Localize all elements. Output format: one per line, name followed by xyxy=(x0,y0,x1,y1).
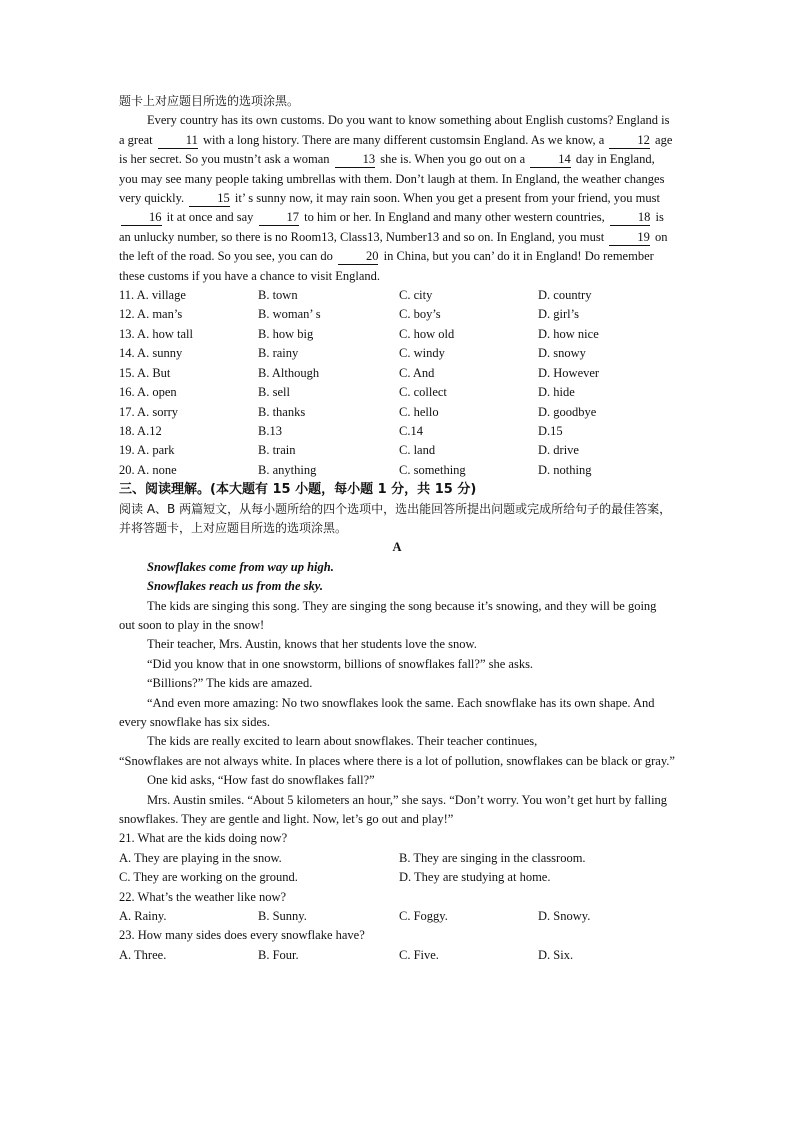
cloze-text: in China, but you can’ do it in England! Do remember these customs if you have a chance to visit England. xyxy=(119,249,654,283)
option: C. Five. xyxy=(399,947,439,962)
cloze-text: it’ s sunny now, it may rain soon. When you get a present from your friend, you must xyxy=(231,191,660,206)
passage-paragraph: “Billions?” The kids are amazed. xyxy=(147,676,313,691)
option: 17. A. sorry xyxy=(119,404,179,419)
cloze-text: to him or her. In England and many other western countries, xyxy=(301,210,608,225)
question-23-options xyxy=(119,946,675,965)
cloze-text: Every country has its own customs. Do you want to know something about English customs? England is a great xyxy=(119,113,670,147)
option: C. something xyxy=(399,462,466,477)
option: D. snowy xyxy=(538,346,586,361)
poem-line: Snowflakes come from way up high. xyxy=(147,559,334,574)
cloze-text: on the left of the road. So you see, you can do xyxy=(119,229,668,264)
question-22-options xyxy=(119,907,675,926)
passage-paragraph: One kid asks, “How fast do snowflakes fall?” xyxy=(147,773,375,788)
top-line: 题卡上对应题目所选的选项涂黑。 xyxy=(119,94,300,108)
blank-11: 11 xyxy=(158,133,198,149)
option-row-17 xyxy=(119,403,675,422)
option: D. goodbye xyxy=(538,404,597,419)
option: A. Three. xyxy=(119,947,167,962)
option: 13. A. how tall xyxy=(119,326,193,341)
option: B. Sunny. xyxy=(258,909,307,924)
option: C. land xyxy=(399,443,436,458)
section-instructions: 阅读 A、B 两篇短文，从每小题所给的四个选项中，选出能回答所提出问题或完成所给句子的最佳答案，并将答题卡，上对应题目所选的选项涂黑。 xyxy=(119,501,672,535)
option: C. They are working on the ground. xyxy=(119,870,298,885)
option: C.14 xyxy=(399,423,423,438)
option: A. They are playing in the snow. xyxy=(119,850,282,865)
passage-paragraph: “And even more amazing: No two snowflakes look the same. Each snowflake has its own shape. And every snowflake has six sides. xyxy=(119,695,655,729)
question-23: 23. How many sides does every snowflake have? xyxy=(119,928,365,943)
option: D. hide xyxy=(538,385,575,400)
option: C. city xyxy=(399,288,433,303)
option: B. woman’ s xyxy=(258,307,321,322)
question-21-options xyxy=(119,849,675,888)
cloze-text: it at once and say xyxy=(163,210,257,225)
option: B. They are singing in the classroom. xyxy=(399,850,586,865)
option-row-14 xyxy=(119,344,675,363)
option: D. nothing xyxy=(538,462,592,477)
option: D.15 xyxy=(538,423,563,438)
blank-12: 12 xyxy=(609,133,650,149)
option-row-18 xyxy=(119,422,675,441)
option-row-16 xyxy=(119,383,675,402)
poem-line: Snowflakes reach us from the sky. xyxy=(147,579,323,594)
passage-paragraph: The kids are really excited to learn about snowflakes. Their teacher continues, xyxy=(147,734,538,749)
passage-title: A xyxy=(392,540,402,555)
blank-13: 13 xyxy=(335,152,376,168)
option: B. Four. xyxy=(258,947,299,962)
question-22: 22. What’s the weather like now? xyxy=(119,889,287,904)
passage-paragraph: “Did you know that in one snowstorm, billions of snowflakes fall?” she asks. xyxy=(147,656,534,671)
cloze-text: she is. When you go out on a xyxy=(377,152,529,167)
option: D. girl’s xyxy=(538,307,579,322)
passage-paragraph: Mrs. Austin smiles. “About 5 kilometers an hour,” she says. “Don’t worry. You won’t get hurt by falling snowflakes. They are gentle and light. Now, let’s go out and play!” xyxy=(119,792,668,827)
passage-paragraph: “Snowflakes are not always white. In places where there is a lot of pollution, snowflakes can be black or gray.” xyxy=(119,753,675,768)
option: D. They are studying at home. xyxy=(399,870,551,885)
option: B. town xyxy=(258,288,298,303)
option: D. Six. xyxy=(538,947,574,962)
option: D. how nice xyxy=(538,326,599,341)
option: D. drive xyxy=(538,443,579,458)
blank-16: 16 xyxy=(121,210,162,226)
cloze-text: is an unlucky number, so there is no Room13, Class13, Number13 and so on. In England, you must xyxy=(119,210,664,244)
option: B. anything xyxy=(258,462,317,477)
option: C. how old xyxy=(399,326,455,341)
option: C. And xyxy=(399,365,435,380)
cloze-options xyxy=(119,286,675,480)
option: B. sell xyxy=(258,385,290,400)
option-row-13 xyxy=(119,325,675,344)
option: 11. A. village xyxy=(119,288,186,303)
option-row-20 xyxy=(119,461,675,480)
option: C. Foggy. xyxy=(399,909,448,924)
section-heading: 三、阅读理解。(本大题有 15 小题，每小题 1 分，共 15 分) xyxy=(119,482,477,498)
question-21: 21. What are the kids doing now? xyxy=(119,831,288,846)
cloze-text: day in England, you may see many people taking umbrellas with them. Don’t laugh at them. In England, the weather changes very quickly. xyxy=(119,152,665,206)
option: C. windy xyxy=(399,346,445,361)
option: A. Rainy. xyxy=(119,909,167,924)
option: D. However xyxy=(538,365,600,380)
exam-page xyxy=(119,92,675,965)
passage-paragraph: The kids are singing this song. They are singing the song because it’s snowing, and they will be going out soon to play in the snow! xyxy=(119,598,657,632)
cloze-text: age is her secret. So you mustn’t ask a woman xyxy=(119,132,673,167)
blank-17: 17 xyxy=(259,210,300,226)
option-row-12 xyxy=(119,305,675,324)
option: 12. A. man’s xyxy=(119,307,183,322)
option: 20. A. none xyxy=(119,462,177,477)
blank-18: 18 xyxy=(610,210,651,226)
blank-15: 15 xyxy=(189,191,230,207)
option: 14. A. sunny xyxy=(119,346,183,361)
blank-14: 14 xyxy=(530,152,571,168)
blank-20: 20 xyxy=(338,249,379,265)
option-row-11 xyxy=(119,286,675,305)
option: C. collect xyxy=(399,385,447,400)
option: B. thanks xyxy=(258,404,306,419)
option: 15. A. But xyxy=(119,365,171,380)
option: B.13 xyxy=(258,423,282,438)
option: B. rainy xyxy=(258,346,299,361)
passage-paragraph: Their teacher, Mrs. Austin, knows that her students love the snow. xyxy=(147,637,477,652)
blank-19: 19 xyxy=(609,230,650,246)
cloze-passage xyxy=(119,111,675,286)
option: D. country xyxy=(538,288,592,303)
option: B. train xyxy=(258,443,296,458)
option: 19. A. park xyxy=(119,443,175,458)
option: 16. A. open xyxy=(119,385,177,400)
option: B. Although xyxy=(258,365,320,380)
option: C. hello xyxy=(399,404,439,419)
option: C. boy’s xyxy=(399,307,441,322)
cloze-text: with a long history. There are many different customsin England. As we know, a xyxy=(199,132,608,147)
option-row-15 xyxy=(119,364,675,383)
option: 18. A.12 xyxy=(119,423,162,438)
option-row-19 xyxy=(119,441,675,460)
option: B. how big xyxy=(258,326,314,341)
option: D. Snowy. xyxy=(538,909,591,924)
